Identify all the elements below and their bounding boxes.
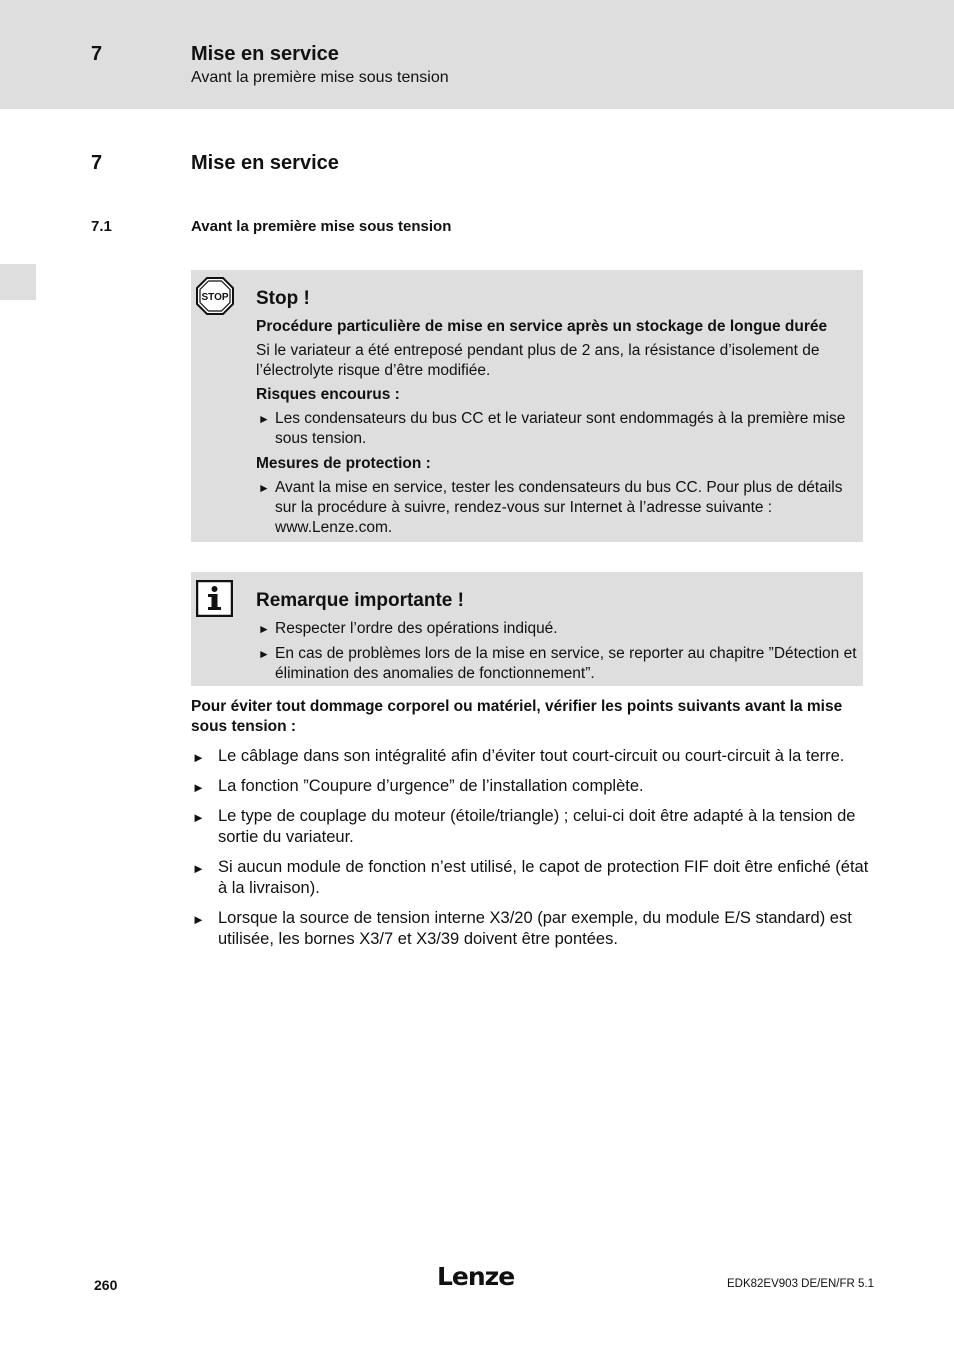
checklist-text: Lorsque la source de tension interne X3/20 (par exemple, du module E/S standard) est utilisée, les bornes X3/7 et X3/39 doivent être pontées.: [218, 909, 852, 948]
info-icon: [196, 580, 233, 622]
important-note-box: [191, 572, 863, 686]
checklist-text: Le câblage dans son intégralité afin d’éviter tout court-circuit ou court-circuit à la terre.: [218, 747, 845, 765]
subsection-title: Avant la première mise sous tension: [191, 218, 452, 235]
lenze-logo: Lenze: [437, 1262, 515, 1291]
triangle-right-icon: ►: [192, 912, 205, 927]
list-item: [191, 776, 871, 797]
stop-box-content: [256, 287, 857, 543]
measures-label: Mesures de protection :: [256, 455, 431, 472]
note-text: Respecter l’ordre des opérations indiqué.: [275, 620, 558, 637]
list-item: [256, 619, 857, 639]
checklist-text: La fonction ”Coupure d’urgence” de l’installation complète.: [218, 777, 644, 795]
triangle-right-icon: ►: [192, 861, 205, 876]
triangle-right-icon: ►: [192, 810, 205, 825]
triangle-right-icon: ►: [192, 750, 205, 765]
section-number: 7: [91, 152, 103, 174]
list-item: [256, 644, 857, 684]
note-text: En cas de problèmes lors de la mise en service, se reporter au chapitre ”Détection et élimination des anomalies de fonctionnement”.: [275, 645, 857, 682]
stop-warning-box: [191, 270, 863, 542]
checklist-intro: Pour éviter tout dommage corporel ou matériel, vérifier les points suivants avant la mise sous tension :: [191, 698, 843, 735]
measure-text: Avant la mise en service, tester les condensateurs du bus CC. Pour plus de détails sur la procédure à suivre, rendez-vous sur Internet à l’adresse suivante : www.Lenze.com.: [275, 479, 843, 536]
svg-text:STOP: STOP: [201, 292, 229, 303]
list-item: [191, 746, 871, 767]
stop-sign-icon: [196, 277, 234, 320]
checklist: [191, 746, 871, 959]
list-item: [191, 857, 871, 899]
risk-text: Les condensateurs du bus CC et le variateur sont endommagés à la première mise sous tension.: [275, 410, 846, 447]
header-chapter-number: 7: [91, 43, 103, 65]
risks-label: Risques encourus :: [256, 386, 400, 403]
triangle-right-icon: ►: [258, 412, 270, 426]
list-item: [191, 806, 871, 848]
document-reference: EDK82EV903 DE/EN/FR 5.1: [727, 1278, 875, 1290]
header-chapter-title: Mise en service: [191, 43, 339, 65]
list-item: [256, 478, 857, 538]
section-title: Mise en service: [191, 152, 339, 174]
triangle-right-icon: ►: [192, 780, 205, 795]
stop-box-heading: Procédure particulière de mise en service après un stockage de longue durée: [256, 318, 828, 335]
list-item: [191, 908, 871, 950]
note-box-content: [256, 589, 857, 689]
page-header: [0, 0, 954, 109]
checklist-text: Le type de couplage du moteur (étoile/triangle) ; celui-ci doit être adapté à la tension de sortie du variateur.: [218, 807, 856, 846]
chapter-side-tab: [0, 264, 36, 300]
subsection-number: 7.1: [91, 218, 112, 235]
checklist-text: Si aucun module de fonction n’est utilisé, le capot de protection FIF doit être enfiché (état à la livraison).: [218, 858, 869, 897]
triangle-right-icon: ►: [258, 622, 270, 636]
stop-box-title: Stop !: [256, 288, 310, 309]
triangle-right-icon: ►: [258, 481, 270, 495]
header-subtitle: Avant la première mise sous tension: [191, 69, 449, 86]
page-number: 260: [94, 1277, 118, 1293]
note-box-title: Remarque importante !: [256, 590, 464, 611]
list-item: [256, 409, 857, 449]
triangle-right-icon: ►: [258, 647, 270, 661]
stop-box-text: Si le variateur a été entreposé pendant plus de 2 ans, la résistance d’isolement de l’électrolyte risque d’être modifiée.: [256, 342, 820, 379]
